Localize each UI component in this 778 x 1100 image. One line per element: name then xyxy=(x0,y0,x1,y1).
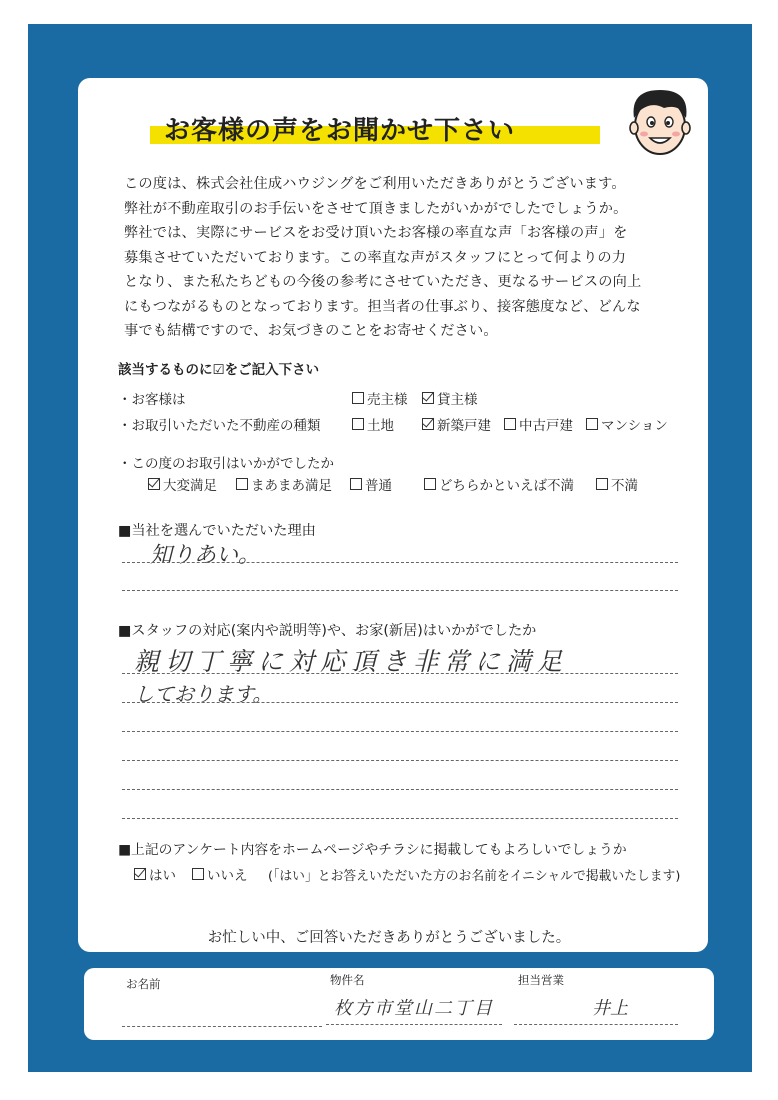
option-new-house[interactable] xyxy=(422,414,491,434)
option-very-satisfied[interactable] xyxy=(148,474,217,494)
option-dissatisfied[interactable] xyxy=(596,474,638,494)
answer-line xyxy=(122,702,678,703)
checkbox[interactable] xyxy=(192,868,204,880)
checkbox[interactable] xyxy=(350,478,362,490)
reason-heading: ■当社を選んでいただいた理由 xyxy=(118,523,316,539)
property-type-label: ・お取引いただいた不動産の種類 xyxy=(118,418,321,434)
option-label: 中古戸建 xyxy=(519,418,573,434)
consent-note: (「はい」とお答えいただいた方のお名前をイニシャルで掲載いたします) xyxy=(268,869,681,884)
option-label: いいえ xyxy=(207,868,248,884)
option-landlord[interactable] xyxy=(422,388,478,408)
option-used-house[interactable] xyxy=(504,414,573,434)
answer-line xyxy=(122,789,678,790)
staff-label: 担当営業 xyxy=(518,973,564,987)
intro-line: 弊社が不動産取引のお手伝いをさせて頂きましたがいかがでしたでしょうか。 xyxy=(124,200,628,217)
checkbox-checked[interactable] xyxy=(422,392,434,404)
option-land[interactable] xyxy=(352,414,394,434)
option-seller[interactable] xyxy=(352,388,408,408)
option-label: 売主様 xyxy=(367,392,408,408)
option-mansion[interactable] xyxy=(586,414,668,434)
name-line xyxy=(122,1026,322,1027)
checkbox[interactable] xyxy=(236,478,248,490)
checkbox-checked[interactable] xyxy=(422,418,434,430)
checkbox[interactable] xyxy=(352,418,364,430)
property-line xyxy=(326,1024,502,1025)
staff-answer-line-1[interactable]: 親切丁寧に対応頂き非常に満足 xyxy=(134,647,569,676)
option-label: 大変満足 xyxy=(163,478,217,494)
property-value[interactable]: 枚方市堂山二丁目 xyxy=(334,998,494,1019)
name-label: お名前 xyxy=(126,977,161,991)
intro-line: 募集させていただいております。この率直な声がスタッフにとって何よりの力 xyxy=(124,249,627,266)
option-fairly-satisfied[interactable] xyxy=(236,474,332,494)
option-label: 土地 xyxy=(367,418,394,434)
checkbox[interactable] xyxy=(352,392,364,404)
checkbox[interactable] xyxy=(504,418,516,430)
option-normal[interactable] xyxy=(350,474,392,494)
customer-type-label: ・お客様は xyxy=(118,392,186,408)
answer-line xyxy=(122,760,678,761)
intro-line: にもつながるものとなっております。担当者の仕事ぶり、接客態度など、どんな xyxy=(124,298,641,315)
option-label: まあまあ満足 xyxy=(251,478,332,494)
option-label: 貸主様 xyxy=(437,392,478,408)
option-label: はい xyxy=(149,868,176,884)
checkbox[interactable] xyxy=(424,478,436,490)
intro-text xyxy=(124,172,684,344)
checkbox-checked[interactable] xyxy=(134,868,146,880)
option-label: 不満 xyxy=(611,478,638,494)
consent-no[interactable] xyxy=(192,864,248,884)
option-label: マンション xyxy=(601,418,668,434)
option-label: 新築戸建 xyxy=(437,418,491,434)
staff-heading: ■スタッフの対応(案内や説明等)や、お家(新居)はいかがでしたか xyxy=(118,623,537,639)
answer-line xyxy=(122,731,678,732)
page-title: お客様の声をお聞かせ下さい xyxy=(164,116,516,146)
consent-heading: ■上記のアンケート内容をホームページやチラシに掲載してもよろしいでしょうか xyxy=(118,842,627,858)
answer-line xyxy=(122,562,678,563)
consent-yes[interactable] xyxy=(134,864,176,884)
option-somewhat-dissatisfied[interactable] xyxy=(424,474,574,494)
satisfaction-label: ・この度のお取引はいかがでしたか xyxy=(118,456,334,472)
option-label: どちらかといえば不満 xyxy=(439,478,574,494)
staff-value[interactable]: 井上 xyxy=(592,998,628,1019)
staff-answer-line-2[interactable]: しております。 xyxy=(134,682,273,706)
checkbox[interactable] xyxy=(586,418,598,430)
answer-line xyxy=(122,590,678,591)
thanks-message: お忙しい中、ご回答いただきありがとうございました。 xyxy=(207,930,571,946)
intro-line: となり、また私たちどもの今後の参考にさせていただき、更なるサービスの向上 xyxy=(124,274,642,290)
smiling-man-icon xyxy=(620,84,700,160)
instruction-text: 該当するものに☑をご記入下さい xyxy=(118,362,320,378)
staff-line xyxy=(514,1024,678,1025)
option-label: 普通 xyxy=(365,478,392,494)
answer-line xyxy=(122,818,678,819)
intro-line: 事でも結構ですので、お気づきのことをお寄せください。 xyxy=(124,323,498,339)
intro-line: この度は、株式会社住成ハウジングをご利用いただきありがとうございます。 xyxy=(124,176,626,192)
checkbox-checked[interactable] xyxy=(148,478,160,490)
title-block xyxy=(150,108,610,148)
property-label: 物件名 xyxy=(330,973,365,987)
checkbox[interactable] xyxy=(596,478,608,490)
intro-line: 弊社では、実際にサービスをお受け頂いたお客様の率直な声「お客様の声」を xyxy=(124,225,628,241)
answer-line xyxy=(122,673,678,674)
reason-answer[interactable]: 知りあい。 xyxy=(150,543,261,568)
